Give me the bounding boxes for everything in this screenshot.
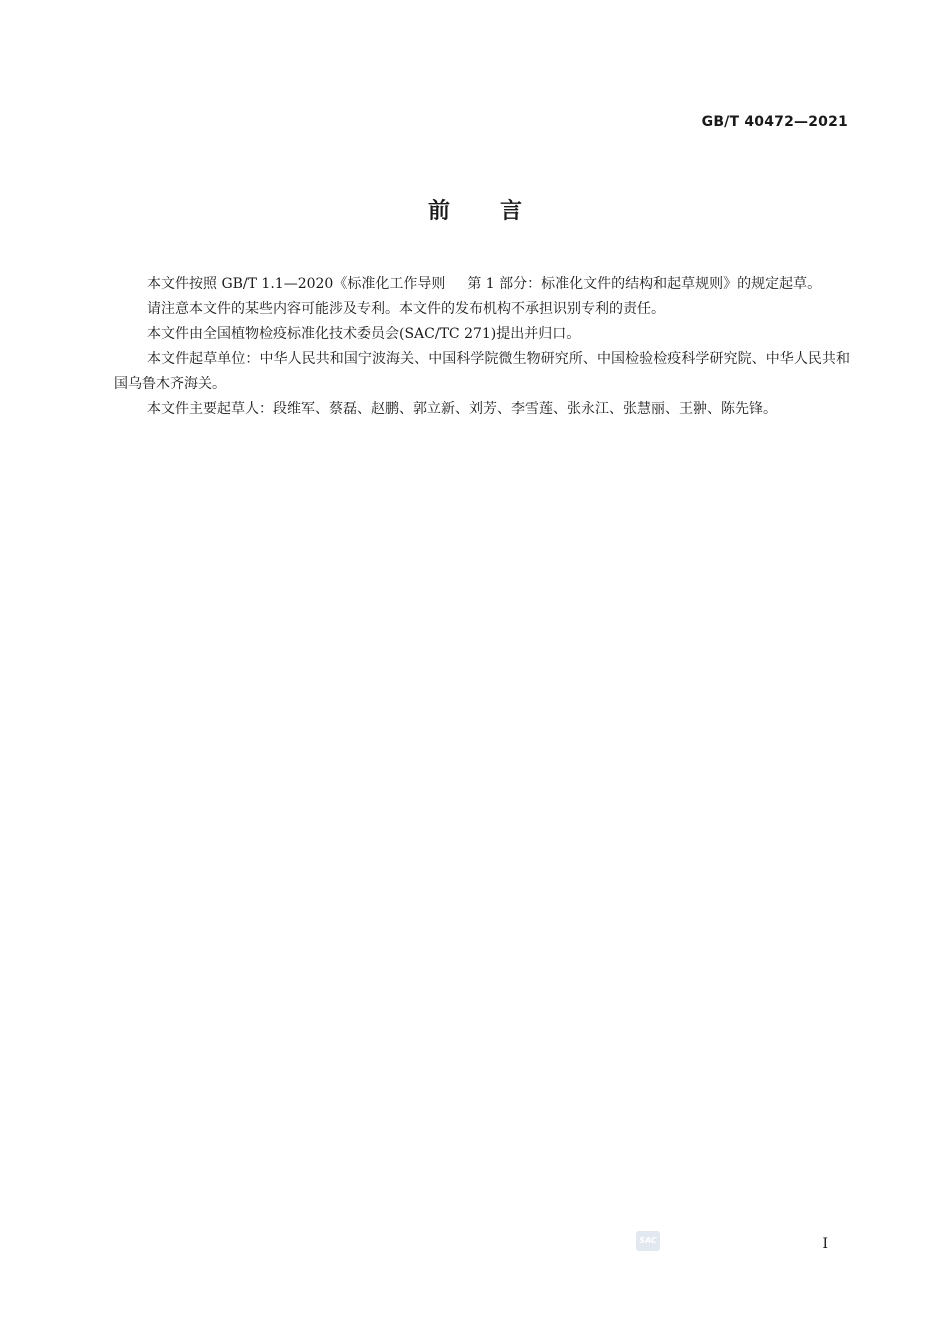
page-title: 前言 (427, 199, 572, 224)
page-number: I (822, 1236, 828, 1252)
paragraph-drafting-rules (114, 272, 850, 297)
paragraph-drafting-rules-part1: 本文件按照 GB/T 1.1—2020《标准化工作导则 (147, 276, 446, 292)
foreword-body (114, 272, 850, 422)
paragraph-drafting-units: 本文件起草单位：中华人民共和国宁波海关、中国科学院微生物研究所、中国检验检疫科学研究院、中华人民共和国乌鲁木齐海关。 (114, 351, 850, 392)
paragraph-committee: 本文件由全国植物检疫标准化技术委员会(SAC/TC 271)提出并归口。 (147, 326, 581, 342)
sac-logo-watermark: SAC (636, 1231, 660, 1251)
paragraph-drafting-rules-part2: 第 1 部分：标准化文件的结构和起草规则》的规定起草。 (467, 276, 822, 292)
document-code: GB/T 40472—2021 (701, 114, 848, 130)
paragraph-drafters: 本文件主要起草人：段维军、蔡磊、赵鹏、郭立新、刘芳、李雪莲、张永江、张慧丽、王翀、陈先锋。 (147, 401, 777, 417)
paragraph-patent-notice: 请注意本文件的某些内容可能涉及专利。本文件的发布机构不承担识别专利的责任。 (147, 301, 665, 317)
